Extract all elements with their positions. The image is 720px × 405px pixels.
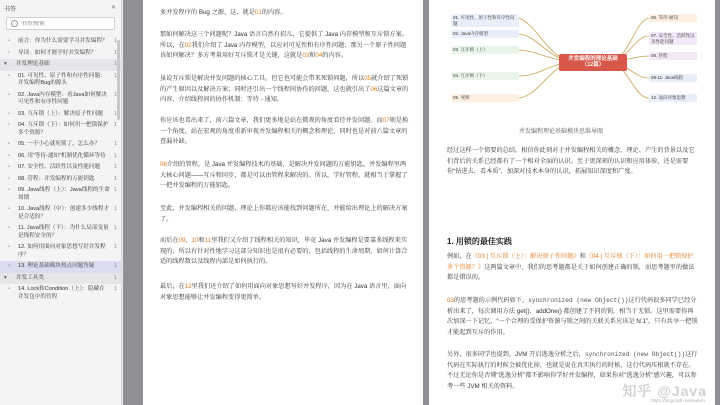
bookmark-icon: ▫ [8,164,10,170]
bookmark-label: 12. 如何用面向对象思想写好并发程序？ [18,244,106,258]
bookmark-page-number: 1 [114,286,117,292]
bookmark-page-number: 1 [114,175,117,182]
document-viewer [123,0,720,405]
bookmark-item[interactable] [0,185,121,204]
bookmark-page-number: 1 [114,152,117,159]
bookmark-item[interactable] [0,174,121,186]
bookmark-page-number: 1 [114,263,117,269]
bookmark-page-number: 1 [114,110,117,117]
bookmark-icon: ▫ [8,286,10,292]
bookmark-item[interactable] [0,242,121,261]
bookmark-item[interactable] [0,36,121,48]
bookmark-page-number: 1 [114,244,117,250]
close-icon[interactable]: ✕ [110,5,116,11]
bookmark-page-number: 1 [114,91,117,98]
watermark-url: https://blog.csdn.net/weixin [650,398,705,403]
bookmark-label: 06. 用“等待-通知”机制优化循环等待 [18,152,106,159]
bookmark-page-number: 1 [114,164,117,170]
paragraph: 经过这样一个简要的总结，相信你此刻对于并发编程相关的概念、理论、产生的背景以及它们背后的关系已经都有了一个相对全面的认识。至于更深刻的认识和应用体验，还是需要你“钻进去，看本质”，加深对技术本身的认识，拓展知识深度和广度。 [447,147,695,175]
sidebar-header [0,0,121,14]
bookmark-icon: ▫ [8,110,10,117]
mind-map-node: 05. 死锁 [451,94,519,102]
bookmark-page-number: 1 [114,274,117,281]
mind-map-node: 06. 等待-通知 [649,14,697,22]
figure-caption: 并发编程理论基础模块思维导图 [519,129,604,135]
bookmark-icon: ▫ [8,91,10,98]
paragraph: 08介绍的管程，是 Java 并发编程技术的基础，是解决并发问题的万能钥匙。并发编程里两大核心问题——互斥和同步，都是可以由管程来解决的。所以，学好管程，就相当于掌握了一把并发编程的万能钥匙。 [160,161,408,189]
bookmark-label: 04. 互斥锁（下）：如何用一把锁保护多个资源？ [18,122,109,136]
bookmark-label: 导读：如何才能学好并发编程？ [18,49,97,56]
bookmark-label: 09. Java线程（上）：Java线程的生命周期 [18,187,110,201]
bookmark-item[interactable] [0,151,121,163]
chevron-down-icon: ▾ [4,274,7,281]
bookmark-search-input[interactable] [21,21,111,27]
bookmark-item[interactable] [0,120,121,139]
bookmark-search[interactable] [6,17,115,30]
bookmark-item[interactable] [0,139,121,151]
mind-map-figure [449,6,699,116]
link[interactable]: 《03 | 互斥锁（上）：解决原子性问题》 [471,253,580,260]
bookmark-icon: ▫ [8,244,10,250]
bookmark-section[interactable] [0,59,121,71]
bookmark-label: 03. 互斥锁（上）：解决原子性问题 [18,110,103,117]
bookmark-label: 11. Java线程（下）：为什么局部变量是线程安全的？ [18,225,109,239]
bookmark-page-number: 1 [114,38,117,44]
bookmark-item[interactable] [0,261,121,273]
sidebar-scrollbar[interactable] [117,40,120,120]
bookmark-item[interactable] [0,162,121,174]
watermark: 知乎 @Java [622,383,707,399]
mind-map-node: 04. 互斥锁（下） [451,72,519,80]
bookmark-item[interactable] [0,223,121,242]
bookmark-icon: ▫ [8,122,10,128]
bookmark-item[interactable] [0,71,121,90]
bookmark-page-number: 1 [114,187,117,193]
bookmark-label: 14. Lock和Condition（上）：隐藏在并发包中的管程 [18,286,105,300]
paragraph: 多并发程序的 Bug 之源，这，就是01的内容。 [160,9,287,16]
bookmark-item[interactable] [0,109,121,121]
mind-map-center-node: 并发编程的理论基础（12篇） [559,54,627,71]
bookmark-label: 并发工具类 [16,274,44,281]
bookmark-item[interactable] [0,90,121,109]
bookmark-page-number: 1 [114,61,117,67]
bookmark-icon: ▫ [8,187,10,193]
bookmark-page-number: 1 [114,206,117,212]
paragraph: 你应该也看出来了，前六篇文章，我们更多地是站在微观的角度看待并发问题。而07则是换一个角度，站在宏观的角度重新审视并发编程相关的概念和理论，同时也是对前六篇文章的查漏补缺。 [160,117,409,145]
bookmark-label: 02. Java内存模型：看Java如何解决可见性和有序性问题 [18,91,107,105]
section-heading: 1. 用锁的最佳实践 [447,237,512,246]
bookmark-page-number: 1 [114,72,117,79]
bookmark-icon: ▫ [8,152,10,159]
pdf-page-left [143,0,423,405]
bookmark-page-number: 1 [114,49,117,56]
mind-map-node: 08. 管程 [649,52,697,60]
mind-map-node: 02. Java内存模型 [451,30,519,38]
bookmark-icon: ▫ [8,38,10,44]
bookmark-item[interactable] [0,204,121,223]
paragraph: 最后，在12里我们还介绍了如何用面向对象思想写好并发程序，因为在 Java 语言里，面向对象思想能够让并发编程变得更简单。 [160,283,407,301]
paragraph: 至此，并发编程相关的问题，理论上你都应该能找到问题所在，并能给出理论上的解决方案了。 [160,205,408,223]
bookmark-label: 13. 理论基础模块热点问题答疑 [18,263,95,269]
bookmark-list [0,36,121,405]
mind-map-node: 07. 安全性、活跃性以及性能问题 [649,32,697,45]
mind-map-node: 01. 可见性、原子性和有序性问题 [451,14,519,27]
bookmark-label: 10. Java线程（中）：创建多少线程才是合适的？ [18,206,110,220]
bookmark-label: 07. 安全性、活跃性以及性能问题 [18,164,101,170]
bookmark-label: 08. 管程：并发编程的万能钥匙 [18,175,95,182]
bookmark-page-number: 1 [114,122,117,128]
pdf-page-right [429,0,715,405]
mind-map-node: 09-11. Java线程 [649,74,697,82]
paragraph: 例如，在《03 | 互斥锁（上）：解决原子性问题》和《04 | 互斥锁（下）：如何用一把锁保护多个资源？》这两篇文章中，我们的思考题都是关于如何创建正确的锁，而思考题里的做法都是错误的。 [447,253,695,281]
bookmark-icon: ▫ [8,206,10,212]
bookmark-label: 并发理论基础 [16,61,50,67]
bookmark-icon: ▫ [8,72,10,79]
bookmark-item[interactable] [0,284,121,303]
bookmark-icon: ▫ [8,49,10,56]
paragraph: 另外，很多同学也提到，JVM 开启逃逸分析之后，synchronized (new Object())这行代码在实际执行的时候会被优化掉，也就是说在真实执行的时候，这行代码压根就不存在。不过无论你是否懂“逃逸分析”都不影响你学好并发编程，如果你对“逃逸分析”感兴趣，可以参考一些 JVM 相关的资料。 [447,351,698,390]
bookmark-label: 前言：你为什么需要学习并发编程？ [18,38,108,44]
bookmark-page-number: 1 [114,141,117,147]
bookmark-icon: ▫ [8,141,10,147]
paragraph: 而后在09、10和11里我们又介绍了线程相关的知识，毕竟 Java 并发编程是要靠多线程来实现的，所以有针对性地学习这部分知识也是很有必要的，包括线程的生命周期、如何计算合适的线程数以及线程内部是如何执行的。 [160,237,408,265]
bookmark-icon: ▫ [8,263,10,269]
bookmark-label: 01. 可见性、原子性和有序性问题：并发编程Bug的源头 [18,72,106,86]
mind-map-node: 03. 互斥锁（上） [451,46,519,54]
paragraph: 虽说互斥锁是解决并发问题的核心工具，但它也可能会带来死锁问题，所以05就介绍了死锁的产生原因以及解决方案；同时还引出一个线程间协作的问题，这也就引出了06这篇文章的内容，介绍线程间的协作机制：等待 - 通知。 [160,75,409,103]
sidebar-title: 书签 [4,7,17,13]
bookmark-page-number: 1 [114,225,117,231]
chevron-down-icon: ▾ [4,61,7,67]
bookmark-icon: ▫ [8,225,10,231]
link[interactable]: 《04 | 互斥锁（下）：如何用一把锁保护多个资源？》 [447,253,694,271]
bookmark-label: 05. 一不小心就死锁了，怎么办？ [18,141,101,147]
bookmark-sidebar [0,0,122,405]
mind-map-node: 12. 面向对象思想 [649,94,697,102]
bookmark-icon: ▫ [8,175,10,182]
paragraph: 03的思考题的示例代码如下，synchronized (new Object())这行代码很多同学已经分析出来了，每次调用方法 get()、addOne() 都创建了不同的锁，相当于无锁。这里需要你再次加深一下记忆，“一个合理的受保护资源与锁之间的关联关系应该是 N:1”。只有共享一把锁才能起到互斥的作用。 [447,297,698,336]
search-icon [11,20,18,27]
bookmark-item[interactable] [0,48,121,60]
paragraph: 那如何解决这三个问题呢？Java 语言自然有招儿，它提供了 Java 内存模型和互斥锁方案。所以，在02我们介绍了 Java 内存模型，以应对可见性和有序性问题；那另一个原子性问题该如何解决？多方考量用好互斥锁才是关键，这就是03和04的内容。 [160,31,408,59]
bookmark-section[interactable] [0,273,121,285]
